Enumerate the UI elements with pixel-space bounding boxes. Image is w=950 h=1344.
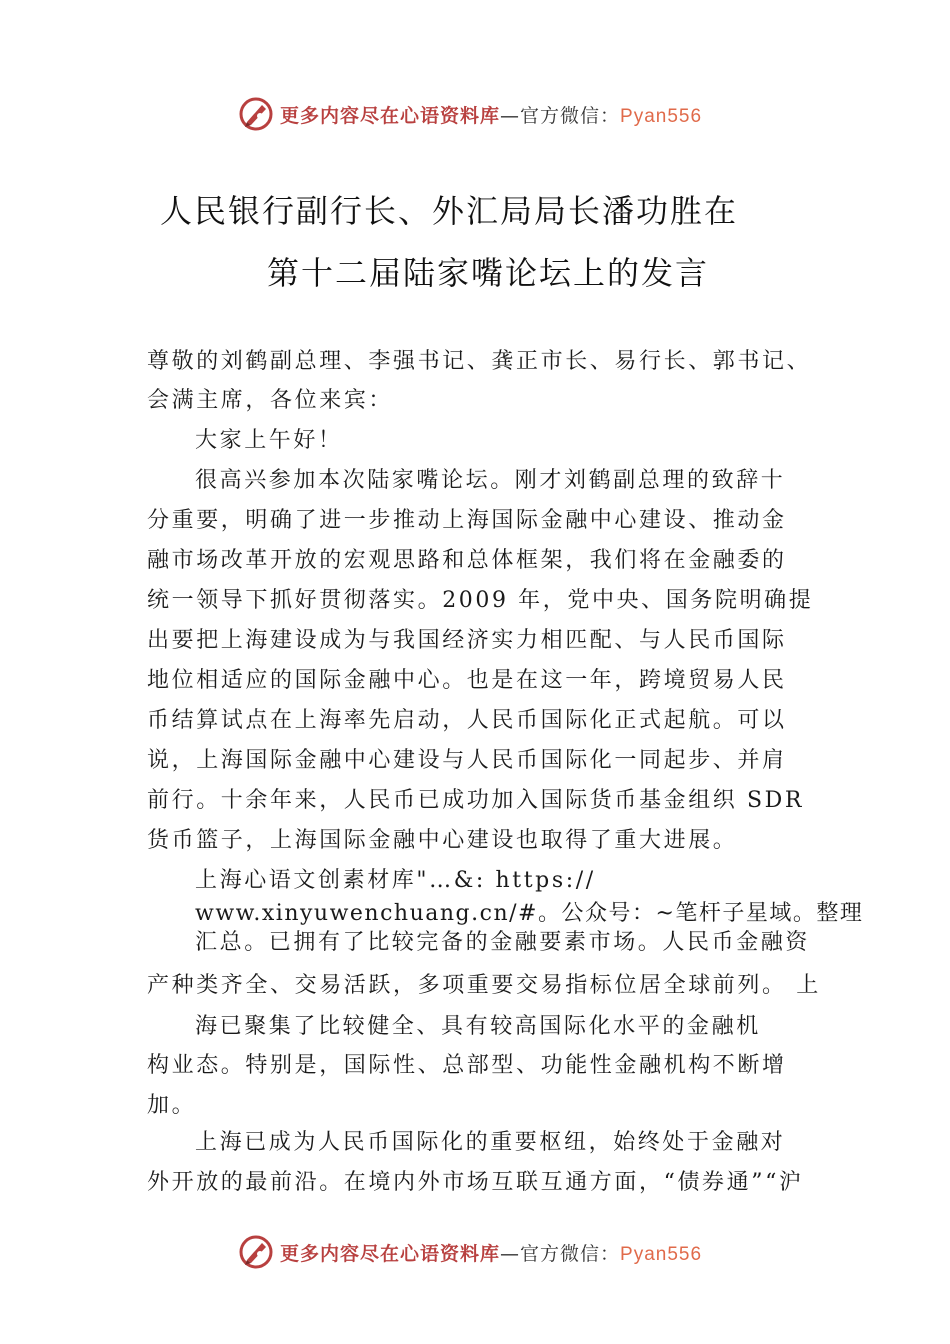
footer-banner — [238, 1232, 702, 1272]
header-banner — [238, 94, 702, 134]
body-line: 汇总。已拥有了比较完备的金融要素市场。人民币金融资 — [195, 930, 811, 955]
body-line: 外开放的最前沿。在境内外市场互联互通方面，“债券通”“沪 — [147, 1170, 804, 1195]
pen-logo-icon — [238, 96, 274, 132]
body-line: 尊敬的刘鹤副总理、李强书记、龚正市长、易行长、郭书记、 — [147, 349, 812, 374]
banner-separator-text: —官方微信： — [500, 104, 621, 127]
body-line: 会满主席，各位来宾： — [147, 388, 394, 413]
pen-logo-icon — [238, 1234, 274, 1270]
banner-wechat-id: Pyan556 — [620, 105, 703, 127]
document-title-line-2: 第十二届陆家嘴论坛上的发言 — [267, 254, 710, 292]
body-line: 货币篮子，上海国际金融中心建设也取得了重大进展。 — [147, 828, 738, 853]
body-line: 上海心语文创素材库"…&: https:// — [195, 868, 596, 893]
body-line: 出要把上海建设成为与我国经济实力相匹配、与人民币国际 — [147, 628, 787, 653]
banner-main-text: 更多内容尽在心语资料库 — [280, 104, 501, 127]
body-line: 产种类齐全、交易活跃，多项重要交易指标位居全球前列。 上 — [147, 973, 821, 998]
body-line: 大家上午好！ — [195, 428, 343, 453]
body-line: 前行。十余年来，人民币已成功加入国际货币基金组织 SDR — [147, 788, 805, 813]
body-line: 分重要，明确了进一步推动上海国际金融中心建设、推动金 — [147, 508, 787, 533]
body-line: 融市场改革开放的宏观思路和总体框架，我们将在金融委的 — [147, 548, 787, 573]
banner-wechat-id: Pyan556 — [620, 1243, 703, 1265]
body-line: 构业态。特别是，国际性、总部型、功能性金融机构不断增 — [147, 1053, 787, 1078]
banner-text — [280, 1239, 702, 1266]
body-line: 海已聚集了比较健全、具有较高国际化水平的金融机 — [195, 1014, 761, 1039]
banner-text — [280, 101, 702, 128]
body-line: 说，上海国际金融中心建设与人民币国际化一同起步、并肩 — [147, 748, 787, 773]
body-line: 币结算试点在上海率先启动，人民币国际化正式起航。可以 — [147, 708, 787, 733]
banner-separator-text: —官方微信： — [500, 1242, 621, 1265]
body-line: 地位相适应的国际金融中心。也是在这一年，跨境贸易人民 — [147, 668, 787, 693]
body-line: 很高兴参加本次陆家嘴论坛。刚才刘鹤副总理的致辞十 — [195, 468, 786, 493]
body-line: 统一领导下抓好贯彻落实。2009 年，党中央、国务院明确提 — [147, 588, 814, 613]
document-title-line-1: 人民银行副行长、外汇局局长潘功胜在 — [160, 192, 739, 230]
body-line: 上海已成为人民币国际化的重要枢纽，始终处于金融对 — [195, 1130, 786, 1155]
body-line: www.xinyuwenchuang.cn/#。公众号：~笔杆子星域。整理 — [195, 901, 864, 926]
banner-main-text: 更多内容尽在心语资料库 — [280, 1242, 501, 1265]
body-line: 加。 — [147, 1093, 197, 1118]
